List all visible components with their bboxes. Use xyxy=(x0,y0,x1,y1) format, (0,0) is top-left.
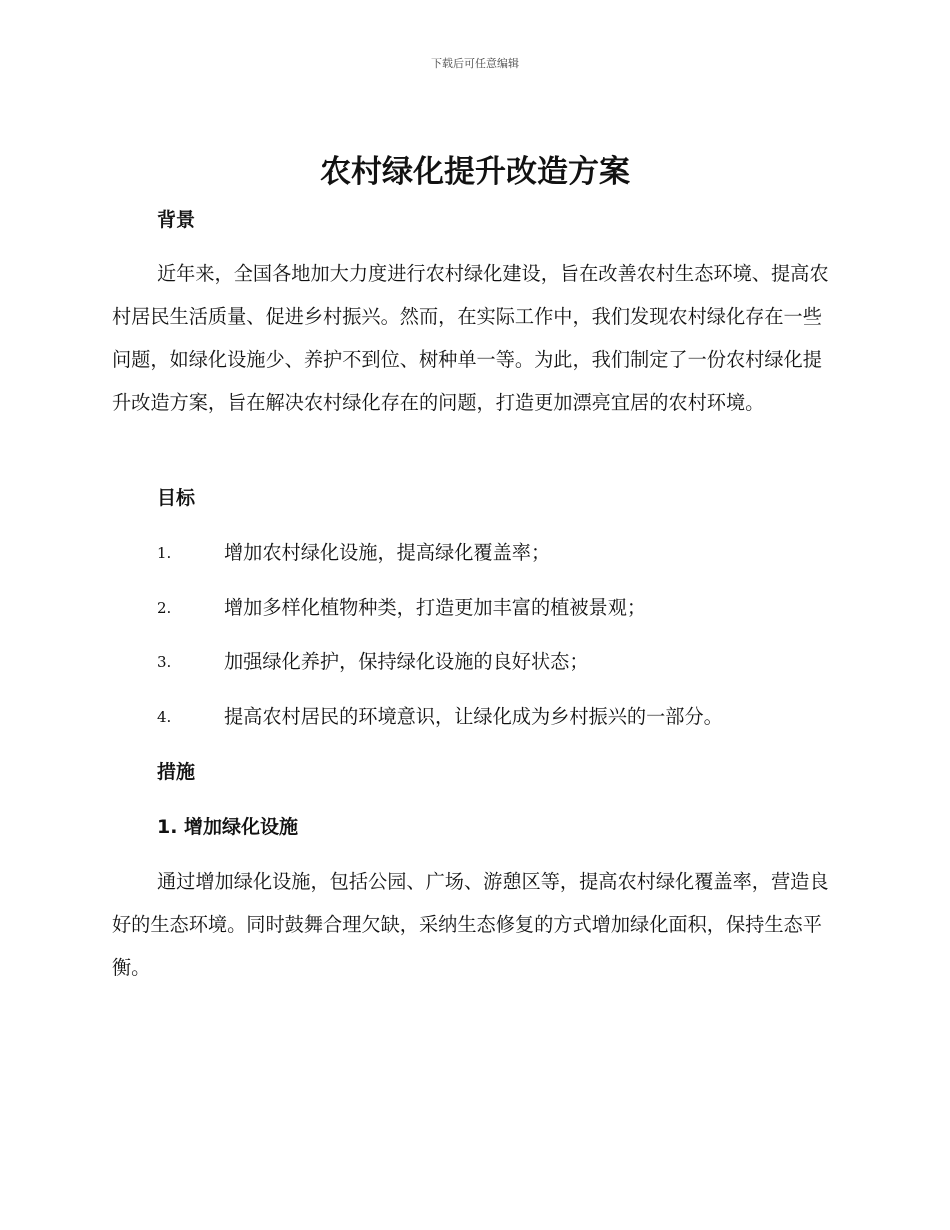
section-heading-measures: 措施 xyxy=(157,761,196,783)
list-item xyxy=(0,702,900,732)
list-item xyxy=(0,647,900,677)
list-item xyxy=(0,538,900,568)
list-item-number: 1. xyxy=(157,544,172,562)
measures-paragraph: 通过增加绿化设施，包括公园、广场、游憩区等，提高农村绿化覆盖率，营造良好的生态环境。同时鼓舞合理欠缺，采纳生态修复的方式增加绿化面积，保持生态平衡。 xyxy=(112,870,829,979)
background-paragraph: 近年来，全国各地加大力度进行农村绿化建设，旨在改善农村生态环境、提高农村居民生活质量、促进乡村振兴。然而，在实际工作中，我们发现农村绿化存在一些问题，如绿化设施少、养护不到位、树种单一等。为此，我们制定了一份农村绿化提升改造方案，旨在解决农村绿化存在的问题，打造更加漂亮宜居的农村环境。 xyxy=(112,262,829,414)
document-title: 农村绿化提升改造方案 xyxy=(320,154,630,190)
list-item-text: 加强绿化养护，保持绿化设施的良好状态； xyxy=(224,650,589,673)
list-item-text: 提高农村居民的环境意识，让绿化成为乡村振兴的一部分。 xyxy=(224,705,723,728)
list-item-number: 2. xyxy=(157,599,172,617)
list-item-number: 3. xyxy=(157,653,172,671)
section-heading-goals: 目标 xyxy=(157,487,196,509)
sub-heading-green-facilities: 1. 增加绿化设施 xyxy=(157,816,299,838)
list-item-text: 增加农村绿化设施，提高绿化覆盖率； xyxy=(224,541,551,564)
section-heading-background: 背景 xyxy=(157,209,196,231)
list-item-text: 增加多样化植物种类，打造更加丰富的植被景观； xyxy=(224,596,647,619)
list-item-number: 4. xyxy=(157,708,172,726)
list-item xyxy=(0,593,900,623)
header-note: 下载后可任意编辑 xyxy=(431,57,519,70)
